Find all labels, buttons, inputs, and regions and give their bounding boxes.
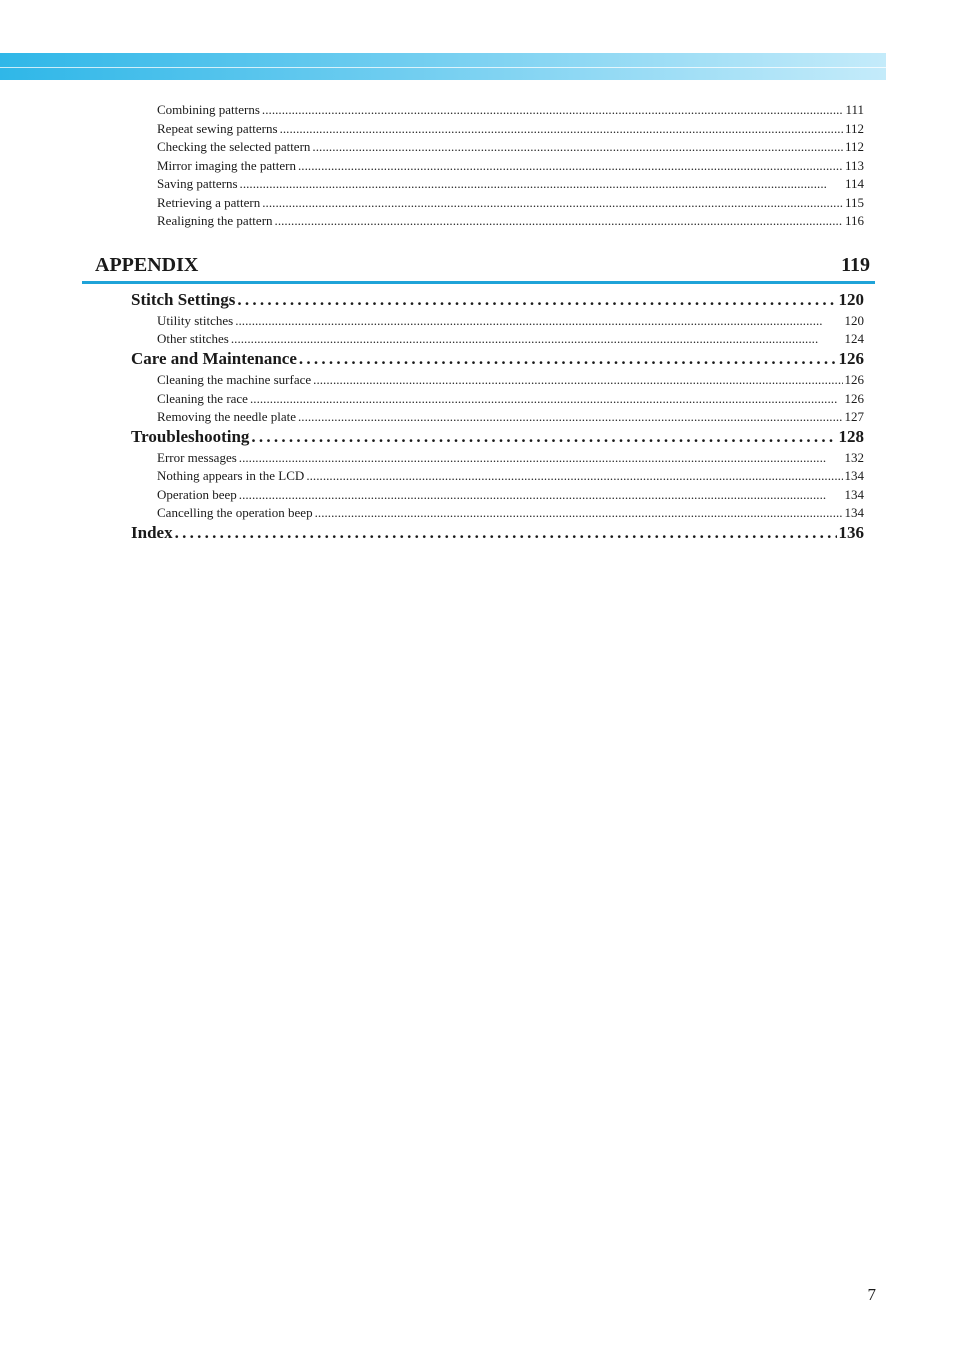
chapter-heading[interactable] (95, 252, 870, 278)
toc-entry-label: Cancelling the operation beep (157, 505, 313, 520)
toc-entry-page: 112 (844, 139, 864, 154)
toc-entry-page: 111 (845, 102, 864, 117)
toc-entry[interactable] (157, 371, 864, 389)
toc-entry-label: Retrieving a pattern (157, 195, 261, 210)
toc-entry-label: Checking the selected pattern (157, 139, 311, 154)
dot-leader (315, 504, 843, 522)
toc-entry-page: 113 (844, 158, 864, 173)
toc-entry[interactable] (157, 194, 864, 212)
toc-entry[interactable] (157, 312, 864, 330)
toc-entry[interactable] (157, 467, 864, 485)
toc-entry-label: Nothing appears in the LCD (157, 468, 305, 483)
toc-entry-page: 126 (844, 391, 864, 406)
dot-leader (312, 138, 843, 156)
toc-entry-page: 112 (844, 121, 864, 136)
toc-entry-label: Mirror imaging the pattern (157, 158, 296, 173)
toc-entry[interactable] (157, 157, 864, 175)
dot-leader (235, 312, 842, 330)
dot-leader (306, 467, 842, 485)
toc-entry-label: Cleaning the machine surface (157, 372, 312, 387)
toc-entry-label: Saving patterns (157, 176, 238, 191)
toc-entry[interactable] (157, 138, 864, 156)
toc-entry-label: Realigning the pattern (157, 213, 273, 228)
toc-entry-label: Utility stitches (157, 313, 234, 328)
toc-section[interactable] (131, 426, 864, 448)
dot-leader (250, 390, 843, 408)
toc-entry[interactable] (157, 175, 864, 193)
chapter-rule (82, 281, 875, 284)
toc-entry-page: 115 (844, 195, 864, 210)
toc-entry-page: 134 (844, 468, 864, 483)
toc-entry[interactable] (157, 390, 864, 408)
toc-entry-label: Error messages (157, 450, 237, 465)
toc-section-page: 128 (838, 427, 864, 446)
dot-leader (299, 348, 837, 370)
toc-entry-page: 126 (844, 372, 864, 387)
toc-entry-page: 132 (844, 450, 864, 465)
toc-section[interactable] (131, 289, 864, 311)
toc-entry-page: 127 (844, 409, 864, 424)
page-number: 7 (867, 1285, 876, 1304)
toc-entry[interactable] (157, 504, 864, 522)
dot-leader (298, 157, 843, 175)
toc-section-page: 136 (838, 523, 864, 542)
toc-entry[interactable] (157, 212, 864, 230)
dot-leader (280, 120, 843, 138)
toc-entry[interactable] (157, 120, 864, 138)
chapter-page: 119 (841, 254, 870, 276)
toc-entry[interactable] (157, 408, 864, 426)
chapter-title: APPENDIX (95, 254, 199, 276)
dot-leader (239, 486, 843, 504)
toc-entry[interactable] (157, 101, 864, 119)
dot-leader (175, 522, 837, 544)
toc-entry-label: Repeat sewing patterns (157, 121, 278, 136)
dot-leader (262, 194, 843, 212)
dot-leader (231, 330, 843, 348)
dot-leader (298, 408, 843, 426)
dot-leader (262, 101, 844, 119)
toc-entry-label: Operation beep (157, 487, 237, 502)
dot-leader (237, 289, 836, 311)
toc-entry-page: 120 (844, 313, 864, 328)
toc-section-page: 126 (838, 349, 864, 368)
toc-section[interactable] (131, 348, 864, 370)
dot-leader (313, 371, 842, 389)
dot-leader (275, 212, 843, 230)
toc-entry-page: 114 (844, 176, 864, 191)
toc-entry-label: Cleaning the race (157, 391, 248, 406)
toc-entry-page: 134 (844, 487, 864, 502)
toc-section-title: Care and Maintenance (131, 349, 297, 368)
toc-entry-label: Other stitches (157, 331, 229, 346)
toc-entry-page: 116 (844, 213, 864, 228)
toc-entry[interactable] (157, 486, 864, 504)
toc-entry-label: Combining patterns (157, 102, 260, 117)
header-band-line (0, 67, 886, 68)
toc-entry-page: 134 (844, 505, 864, 520)
toc-section-page: 120 (838, 290, 864, 309)
toc-section-title: Stitch Settings (131, 290, 236, 309)
toc-section[interactable] (131, 522, 864, 544)
toc-section-title: Troubleshooting (131, 427, 250, 446)
dot-leader (239, 449, 843, 467)
dot-leader (251, 426, 836, 448)
toc-entry[interactable] (157, 330, 864, 348)
toc-entry-page: 124 (844, 331, 864, 346)
toc-entry[interactable] (157, 449, 864, 467)
toc-section-title: Index (131, 523, 173, 542)
toc-entry-label: Removing the needle plate (157, 409, 296, 424)
dot-leader (240, 175, 843, 193)
